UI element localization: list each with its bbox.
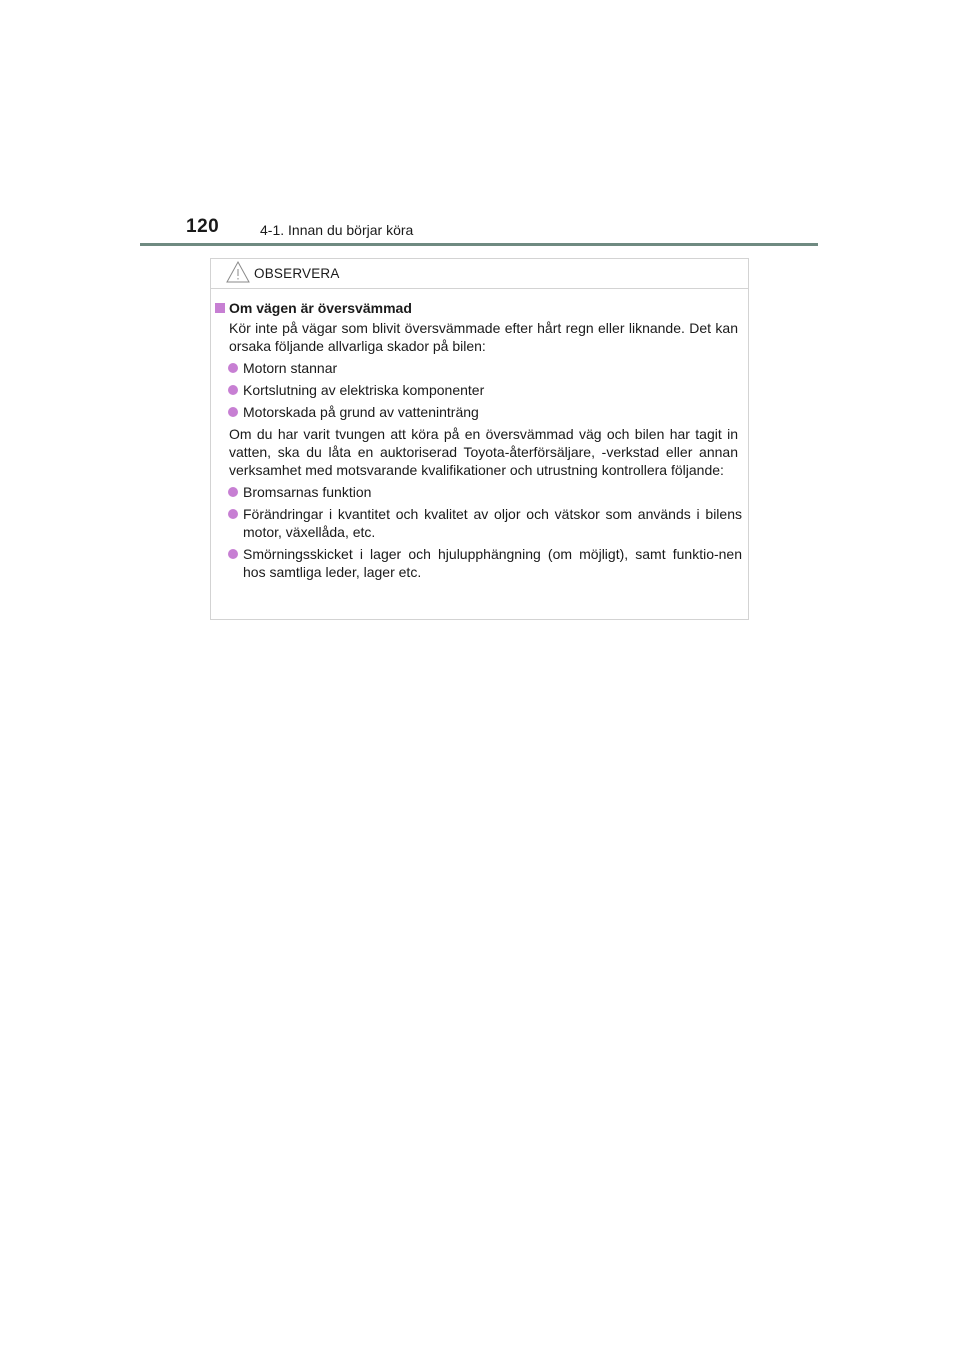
header-rule — [140, 243, 818, 246]
warning-heading-text: Om vägen är översvämmad — [229, 300, 412, 316]
bullet-dot-icon — [228, 509, 238, 519]
bullet-dot-icon — [228, 407, 238, 417]
follow-up-paragraph: Om du har varit tvungen att köra på en översvämmad väg och bilen har tagit in vatten, ska du låta en auktoriserad Toyota-återförsäljare, -verkstad eller annan verksamhet med motsvarande kvalifikationer och utrustning kontrollera följande: — [229, 426, 738, 478]
warning-heading — [211, 299, 748, 317]
list-item — [211, 545, 748, 581]
list-item-text: Smörningsskicket i lager och hjulupphängning (om möjligt), samt funktio-nen hos samtliga leder, lager etc. — [243, 546, 742, 580]
bullet-dot-icon — [228, 487, 238, 497]
page-number: 120 — [186, 216, 220, 237]
warning-box — [210, 258, 749, 620]
bullet-dot-icon — [228, 549, 238, 559]
list-item-text: Förändringar i kvantitet och kvalitet av oljor och vätskor som används i bilens motor, växellåda, etc. — [243, 506, 742, 540]
bullet-dot-icon — [228, 385, 238, 395]
warning-triangle-icon — [225, 260, 251, 284]
page-header — [140, 212, 818, 246]
list-item — [211, 359, 748, 377]
list-item — [211, 483, 748, 501]
square-bullet-icon — [215, 303, 225, 313]
warning-label: OBSERVERA — [254, 266, 340, 281]
list-item-text: Motorskada på grund av vatteninträng — [243, 404, 479, 420]
list-item — [211, 381, 748, 399]
list-item-text: Kortslutning av elektriska komponenter — [243, 382, 485, 398]
list-item-text: Bromsarnas funktion — [243, 484, 372, 500]
list-item — [211, 505, 748, 541]
warning-header — [211, 259, 748, 289]
intro-paragraph: Kör inte på vägar som blivit översvämmade efter hårt regn eller liknande. Det kan orsaka följande allvarliga skador på bilen: — [229, 320, 738, 354]
list-item-text: Motorn stannar — [243, 360, 338, 376]
list-item — [211, 403, 748, 421]
section-title: 4-1. Innan du börjar köra — [260, 222, 414, 238]
bullet-dot-icon — [228, 363, 238, 373]
warning-content — [211, 299, 748, 585]
